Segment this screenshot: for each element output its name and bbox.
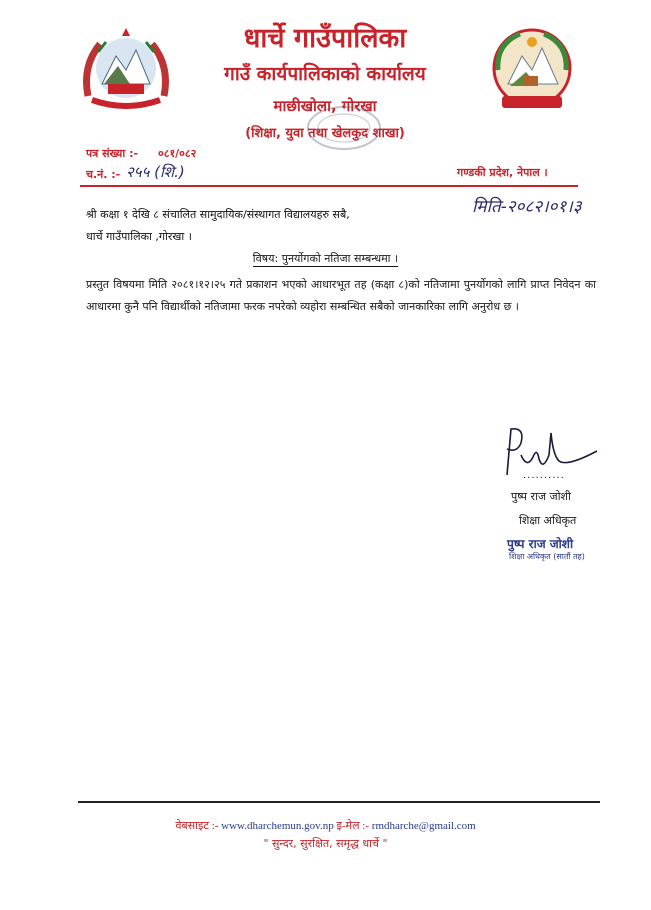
footer-contact: [0, 818, 651, 833]
dispatch-number-value: २५५ (शि.): [126, 163, 185, 181]
office-title: गाउँ कार्यपालिकाको कार्यालय: [224, 63, 426, 85]
letter-number-label: पत्र संख्या :-: [86, 147, 139, 160]
website-label: वेबसाइट :-: [175, 820, 219, 832]
website-link[interactable]: www.dharchemun.gov.np: [221, 820, 334, 832]
municipality-logo-icon: [490, 26, 574, 116]
letter-number-value: ०८१/०८२: [158, 147, 197, 160]
signatory-title: शिक्षा अधिकृत: [519, 514, 577, 527]
email-label: इ-मेल :-: [336, 820, 370, 832]
subject-text: विषय: पुनर्योगको नतिजा सम्बन्धमा ।: [252, 252, 399, 265]
recipient-line-2: धार्चे गाउँपालिका ,गोरखा ।: [86, 230, 192, 243]
signature-dots: ..........: [523, 470, 565, 481]
handwritten-date: मिति-२०८२।०१।३: [472, 197, 582, 217]
footer-divider: [78, 801, 600, 803]
title-stamp: शिक्षा अधिकृत (सातौं तह): [509, 552, 585, 561]
name-stamp: पुष्प राज जोशी: [507, 537, 574, 551]
province-label: गण्डकी प्रदेश, नेपाल ।: [457, 166, 548, 179]
dispatch-number-label: च.नं. :-: [86, 168, 121, 181]
header-divider: [80, 185, 578, 187]
signatory-name: पुष्प राज जोशी: [511, 490, 571, 503]
subject-line: [0, 251, 651, 266]
email-link[interactable]: rmdharche@gmail.com: [371, 820, 476, 832]
municipality-title: धार्चे गाउँपालिका: [243, 23, 407, 54]
recipient-line-1: श्री कक्षा १ देखि ८ संचालित सामुदायिक/संस्थागत विद्यालयहरु सबै,: [86, 208, 350, 221]
department-name: (शिक्षा, युवा तथा खेलकुद शाखा): [245, 126, 405, 141]
footer-slogan: " सुन्दर, सुरक्षित, समृद्ध धार्चे ": [263, 837, 388, 850]
body-paragraph: प्रस्तुत विषयमा मिति २०८१।१२।२५ गते प्रकाशन भएको आधारभूत तह (कक्षा ८)को नतिजामा पुनर्योगको लागि प्राप्त निवेदन का आधारमा कुनै पनि विद्यार्थीको नतिजामा फरक नपरेको व्यहोरा सम्बन्धित सबैको जानकारिका लागि अनुरोध छ ।: [86, 278, 596, 313]
faint-seal-stamp: [305, 104, 383, 152]
office-location: माछीखोला, गोरखा: [273, 97, 377, 115]
